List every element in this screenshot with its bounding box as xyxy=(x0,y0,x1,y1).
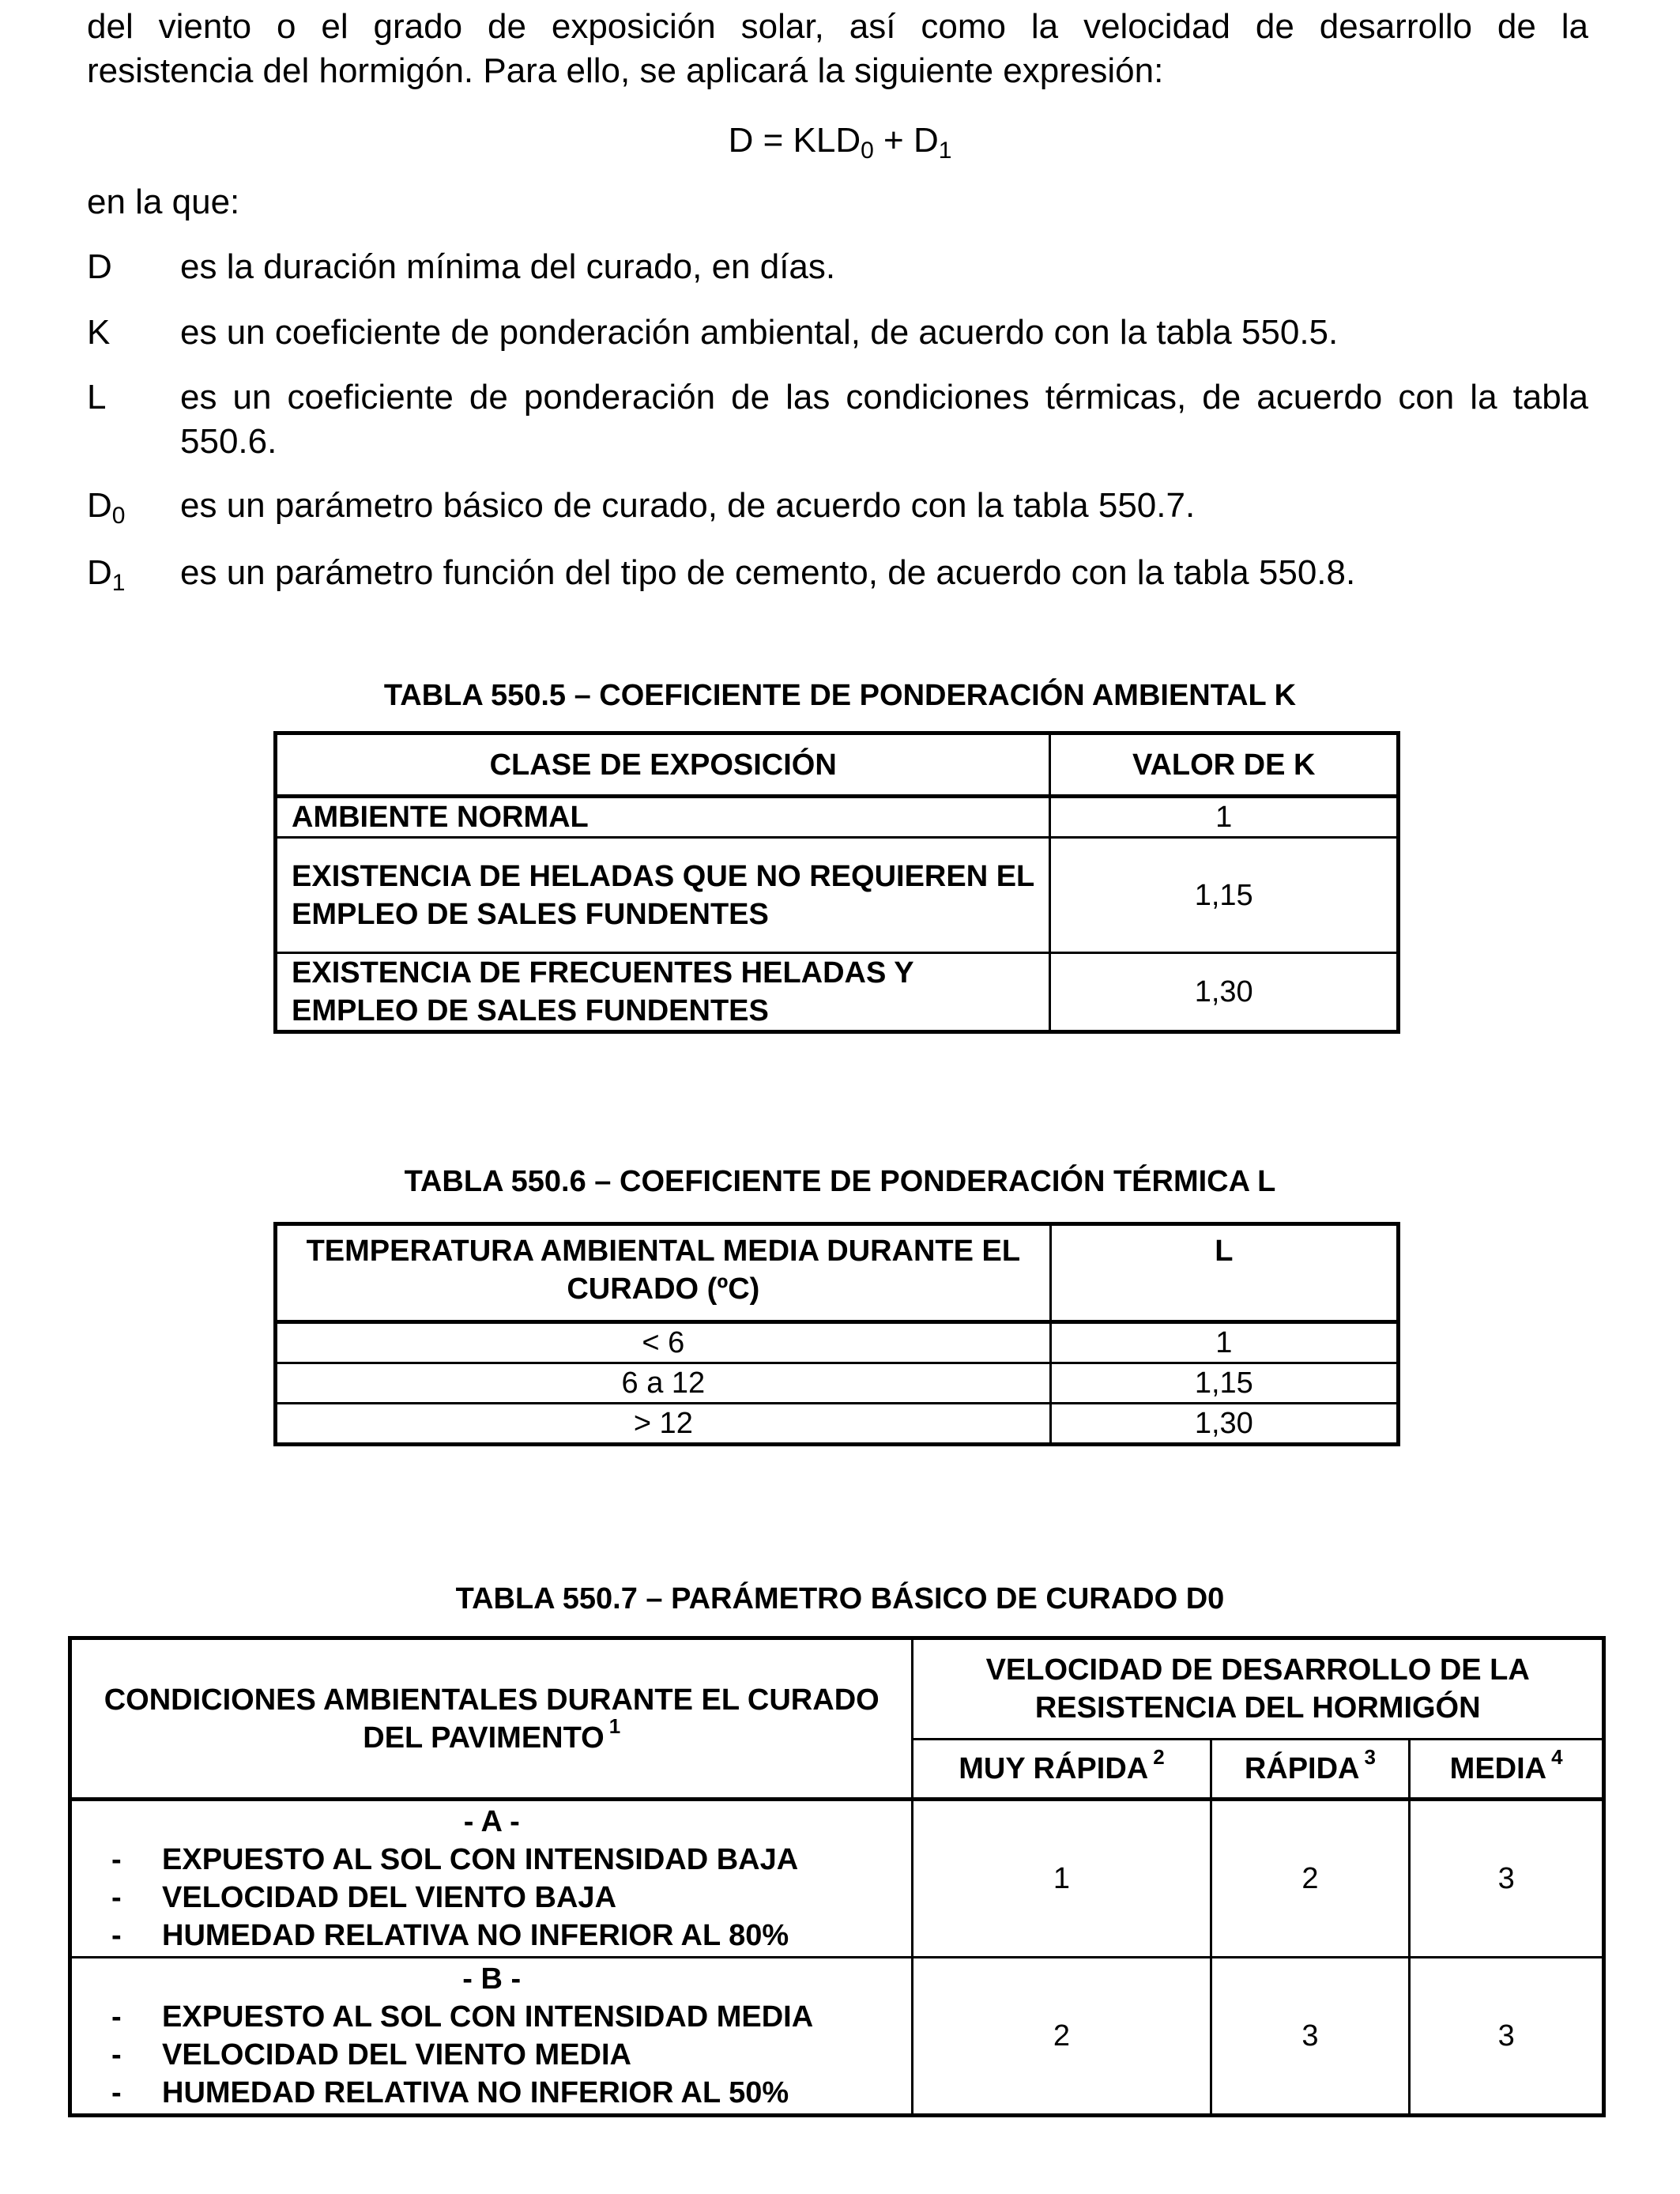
value-cell: 3 xyxy=(1410,1800,1604,1958)
column-header: CLASE DE EXPOSICIÓN xyxy=(276,733,1050,797)
k-value-cell: 1,15 xyxy=(1050,838,1399,953)
column-header-rapida: RÁPIDA $^3$ xyxy=(1211,1740,1410,1800)
column-header: TEMPERATURA AMBIENTAL MEDIA DURANTE EL CURADO (ºC) xyxy=(276,1224,1051,1322)
definition-text: es un parámetro básico de curado, de acuerdo con la tabla 550.7. xyxy=(180,486,1196,525)
l-value-cell: 1 xyxy=(1050,1322,1398,1363)
table-550-5-caption: TABLA 550.5 – COEFICIENTE DE PONDERACIÓN AMBIENTAL K xyxy=(383,679,1297,712)
table-row xyxy=(70,1958,1604,2116)
condition-list xyxy=(86,1998,897,2112)
conditions-header: CONDICIONES AMBIENTALES DURANTE EL CURADO DEL PAVIMENTO $^1$ xyxy=(70,1638,913,1800)
velocity-header: VELOCIDAD DE DESARROLLO DE LA RESISTENCIA DEL HORMIGÓN xyxy=(913,1638,1604,1740)
exposure-class-cell: AMBIENTE NORMAL xyxy=(276,797,1050,838)
k-value-cell: 1,30 xyxy=(1050,953,1399,1032)
list-item: - EXPUESTO AL SOL CON INTENSIDAD BAJA xyxy=(111,1843,799,1876)
l-value-cell: 1,15 xyxy=(1050,1363,1398,1404)
table-header-row xyxy=(276,1224,1399,1322)
temperature-cell: > 12 xyxy=(276,1404,1051,1445)
exposure-class-cell: EXISTENCIA DE FRECUENTES HELADAS Y EMPLEO DE SALES FUNDENTES xyxy=(276,953,1050,1032)
value-cell: 2 xyxy=(1211,1800,1410,1958)
table-header-row xyxy=(70,1638,1604,1740)
definition-symbol: D xyxy=(87,247,112,286)
temperature-cell: < 6 xyxy=(276,1322,1051,1363)
table-550-5 xyxy=(273,731,1400,1034)
definition-symbol: $D_1$ xyxy=(87,553,126,596)
table-header-row xyxy=(276,733,1399,797)
footnote-mark: 3 xyxy=(1364,1745,1376,1769)
definition-symbol: L xyxy=(87,378,107,417)
footnote-mark: 4 xyxy=(1551,1745,1563,1769)
definition-symbol: $D_0$ xyxy=(87,486,126,529)
intro-line-1: del viento o el grado de exposición solar, así como la velocidad de desarrollo de la xyxy=(87,7,1588,46)
definition-text: es un coeficiente de ponderación de las condiciones térmicas, de acuerdo con la tabla 550.6. xyxy=(180,378,1588,461)
l-value-cell: 1,30 xyxy=(1050,1404,1398,1445)
definition-text: es un parámetro función del tipo de cemento, de acuerdo con la tabla 550.8. xyxy=(180,553,1356,592)
definition-text: es un coeficiente de ponderación ambiental, de acuerdo con la tabla 550.5. xyxy=(180,313,1339,352)
column-header-muy-rapida: MUY RÁPIDA $^2$ xyxy=(913,1740,1211,1800)
exposure-class-cell: EXISTENCIA DE HELADAS QUE NO REQUIEREN EL EMPLEO DE SALES FUNDENTES xyxy=(276,838,1050,953)
where-label: en la que: xyxy=(87,183,240,221)
table-row xyxy=(276,1363,1399,1404)
curing-formula xyxy=(0,119,1680,163)
formula-mid: + D xyxy=(873,121,939,160)
table-row xyxy=(276,838,1399,953)
table-550-7 xyxy=(68,1636,1606,2117)
condition-group-label: - B - xyxy=(462,1962,522,1996)
value-cell: 1 xyxy=(913,1800,1211,1958)
table-550-6-caption: TABLA 550.6 – COEFICIENTE DE PONDERACIÓN TÉRMICA L xyxy=(404,1165,1276,1198)
table-row xyxy=(276,797,1399,838)
footnote-mark: 1 xyxy=(608,1713,621,1738)
conditions-cell xyxy=(70,1800,913,1958)
column-header: VALOR DE K xyxy=(1050,733,1399,797)
table-row xyxy=(276,1322,1399,1363)
condition-list xyxy=(86,1841,897,1955)
condition-group-label: - A - xyxy=(463,1805,520,1838)
list-item: - HUMEDAD RELATIVA NO INFERIOR AL 80% xyxy=(111,1919,789,1952)
formula-sub-1: 1 xyxy=(938,138,952,164)
temperature-cell: 6 a 12 xyxy=(276,1363,1051,1404)
table-row xyxy=(276,1404,1399,1445)
value-cell: 2 xyxy=(913,1958,1211,2116)
column-header: L xyxy=(1050,1224,1398,1322)
intro-line-2: resistencia del hormigón. Para ello, se aplicará la siguiente expresión: xyxy=(87,51,1164,90)
value-cell: 3 xyxy=(1211,1958,1410,2116)
list-item: - VELOCIDAD DEL VIENTO MEDIA xyxy=(111,2038,631,2071)
column-header-media: MEDIA $^4$ xyxy=(1410,1740,1604,1800)
definition-text: es la duración mínima del curado, en días. xyxy=(180,247,836,286)
definition-symbol: K xyxy=(87,313,111,352)
table-row xyxy=(70,1800,1604,1958)
conditions-cell xyxy=(70,1958,913,2116)
formula-sub-0: 0 xyxy=(861,138,874,164)
k-value-cell: 1 xyxy=(1050,797,1399,838)
list-item: - VELOCIDAD DEL VIENTO BAJA xyxy=(111,1881,617,1914)
table-550-6 xyxy=(273,1222,1400,1446)
intro-paragraph xyxy=(87,5,1588,93)
footnote-mark: 2 xyxy=(1153,1745,1165,1769)
table-row xyxy=(276,953,1399,1032)
value-cell: 3 xyxy=(1410,1958,1604,2116)
formula-lhs: D = KLD xyxy=(728,121,861,160)
list-item: - HUMEDAD RELATIVA NO INFERIOR AL 50% xyxy=(111,2076,789,2109)
table-550-7-caption: TABLA 550.7 – PARÁMETRO BÁSICO DE CURADO D0 xyxy=(455,1582,1225,1615)
list-item: - EXPUESTO AL SOL CON INTENSIDAD MEDIA xyxy=(111,2000,814,2034)
